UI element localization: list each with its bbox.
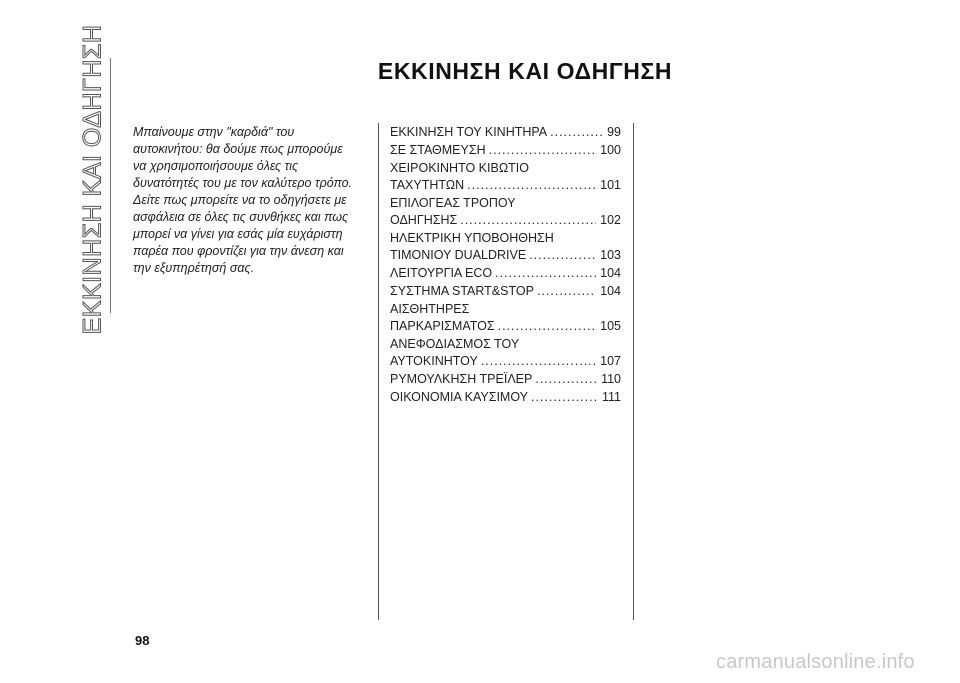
toc-leader-dots <box>498 318 597 335</box>
column-divider-left <box>378 123 379 620</box>
page-title: ΕΚΚΙΝΗΣΗ ΚΑΙ ΟΔΗΓΗΣΗ <box>377 58 673 84</box>
toc-entry-label: ΤΙΜΟΝΙΟΥ DUALDRIVE <box>390 248 527 262</box>
intro-paragraph-2: Δείτε πως μπορείτε να το οδηγήσετε με ασφάλεια σε όλες τις συνθήκες και πως μπορεί να γίνει για εσάς μία ευχάριστη παρέα που φροντίζει για την άνεση και την εξυπηρέτησή σας. <box>133 193 349 275</box>
toc-page-number: 102 <box>600 213 621 227</box>
toc-entry-label: ΟΔΗΓΗΣΗΣ <box>390 213 458 227</box>
side-chapter-tab-text: ΕΚΚΙΝΗΣΗ ΚΑΙ ΟΔΗΓΗΣΗ <box>78 24 107 334</box>
toc-entry-label-line: ΗΛΕΚΤΡΙΚΗ ΥΠΟΒΟΗΘΗΣΗ <box>390 231 554 245</box>
toc-entry[interactable] <box>390 371 621 388</box>
toc-entry[interactable] <box>390 142 621 159</box>
toc-entry-label: ΕΚΚΙΝΗΣΗ ΤΟΥ ΚΙΝΗΤΗΡΑ <box>390 125 548 139</box>
page-number: 98 <box>135 633 150 648</box>
toc-entry[interactable] <box>390 301 621 335</box>
toc-page-number: 101 <box>600 178 621 192</box>
toc-page-number: 103 <box>600 248 621 262</box>
toc-entry[interactable] <box>390 195 621 229</box>
intro-paragraph-1: Μπαίνουμε στην "καρδιά" του αυτοκινήτου: θα δούμε πως μπορούμε να χρησιμοποιήσουμε όλες τις δυνατότητές του με τον καλύτερο τρόπο. <box>133 125 353 190</box>
toc-leader-dots <box>537 283 596 300</box>
toc-leader-dots <box>481 353 596 370</box>
toc-entry-label: ΟΙΚΟΝΟΜΙΑ ΚΑΥΣΙΜΟΥ <box>390 390 528 404</box>
toc-entry[interactable] <box>390 265 621 282</box>
toc-leader-dots <box>535 371 597 388</box>
intro-text <box>133 124 353 277</box>
watermark: carmanualsonline.info <box>716 651 915 673</box>
toc-page-number: 104 <box>600 266 621 280</box>
toc-entry[interactable] <box>390 389 621 406</box>
toc-leader-dots <box>460 212 596 229</box>
toc-leader-dots <box>489 142 597 159</box>
toc-entry[interactable] <box>390 230 621 264</box>
toc-entry-label: ΠΑΡΚΑΡΙΣΜΑΤΟΣ <box>390 319 495 333</box>
toc-entry-label: ΣΥΣΤΗΜΑ START&STOP <box>390 284 534 298</box>
toc-page-number: 104 <box>600 284 621 298</box>
toc-entry-label: ΑΥΤΟΚΙΝΗΤΟΥ <box>390 354 478 368</box>
table-of-contents <box>390 124 621 407</box>
toc-entry-label: ΣΕ ΣΤΑΘΜΕΥΣΗ <box>390 143 486 157</box>
toc-page-number: 107 <box>600 354 621 368</box>
toc-leader-dots <box>495 265 596 282</box>
toc-leader-dots <box>529 247 596 264</box>
side-chapter-tab <box>76 24 110 334</box>
toc-page-number: 99 <box>607 125 621 139</box>
toc-entry-label: ΤΑΧΥΤΗΤΩΝ <box>390 178 465 192</box>
toc-leader-dots <box>467 177 596 194</box>
toc-entry-label-line: ΑΝΕΦΟΔΙΑΣΜΟΣ ΤΟΥ <box>390 337 520 351</box>
side-divider <box>110 58 111 313</box>
toc-entry-label-line: ΕΠΙΛΟΓΕΑΣ ΤΡΟΠΟΥ <box>390 196 516 210</box>
toc-entry[interactable] <box>390 124 621 141</box>
toc-leader-dots <box>550 124 603 141</box>
toc-page-number: 111 <box>601 390 621 404</box>
toc-entry-label-line: ΧΕΙΡΟΚΙΝΗΤΟ ΚΙΒΩΤΙΟ <box>390 161 530 175</box>
toc-entry[interactable] <box>390 336 621 370</box>
toc-page-number: 105 <box>600 319 621 333</box>
column-divider-right <box>633 123 634 620</box>
toc-entry[interactable] <box>390 283 621 300</box>
toc-entry-label-line: ΑΙΣΘΗΤΗΡΕΣ <box>390 302 470 316</box>
toc-entry-label: ΡΥΜΟΥΛΚΗΣΗ ΤΡΕΪΛΕΡ <box>390 372 533 386</box>
toc-entry[interactable] <box>390 160 621 194</box>
toc-page-number: 100 <box>600 143 621 157</box>
toc-page-number: 110 <box>601 372 621 386</box>
toc-leader-dots <box>531 389 598 406</box>
toc-entry-label: ΛΕΙΤΟΥΡΓΙΑ ECO <box>390 266 493 280</box>
